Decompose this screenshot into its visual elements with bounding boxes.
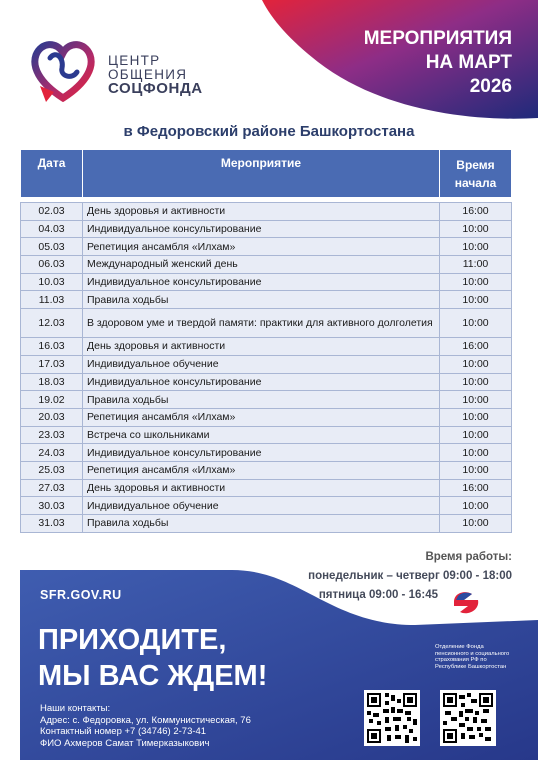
table-header-row [21,150,512,198]
events-table-body [21,203,512,533]
site-link[interactable]: SFR.GOV.RU [40,588,122,602]
table-row [21,408,512,426]
cell-time: 10:00 [440,273,512,291]
slogan-line2: МЫ ВАС ЖДЕМ! [38,660,268,692]
cell-date: 27.03 [21,479,83,497]
cell-event: Индивидуальное консультирование [83,220,440,238]
cell-event: Репетиция ансамбля «Илхам» [83,461,440,479]
table-row [21,373,512,391]
header-time-line1: Время [456,157,495,172]
cell-event: Индивидуальное консультирование [83,273,440,291]
table-row [21,355,512,373]
logo-line1: ЦЕНТР [108,53,161,68]
hours-title: Время работы: [425,551,512,563]
cell-event: Встреча со школьниками [83,426,440,444]
cell-time: 10:00 [440,444,512,462]
cell-date: 05.03 [21,238,83,256]
table-row [21,203,512,221]
qr-code-icon [367,693,417,743]
cell-date: 12.03 [21,309,83,338]
cell-time: 10:00 [440,391,512,409]
slogan-line1: ПРИХОДИТЕ, [38,624,227,656]
cell-time: 10:00 [440,515,512,533]
cell-time: 16:00 [440,479,512,497]
contacts-person: ФИО Ахмеров Самат Тимерказыкович [40,738,210,750]
cell-time: 16:00 [440,203,512,221]
cell-event: Индивидуальное консультирование [83,444,440,462]
cell-date: 31.03 [21,515,83,533]
cell-time: 16:00 [440,338,512,356]
heart-logo-icon [30,36,96,106]
cell-time: 10:00 [440,355,512,373]
cell-date: 02.03 [21,203,83,221]
header-time-line2: начала [454,175,497,190]
cell-event: День здоровья и активности [83,338,440,356]
working-hours-friday [319,586,438,605]
table-row [21,479,512,497]
cell-date: 10.03 [21,273,83,291]
contacts-title: Наши контакты: [40,703,111,714]
cell-time: 10:00 [440,497,512,515]
logo-text [108,54,203,96]
table-row [21,256,512,274]
cell-time: 10:00 [440,373,512,391]
table-row [21,291,512,309]
cell-date: 04.03 [21,220,83,238]
table-row [21,273,512,291]
qr-code-icon [443,693,493,743]
cell-event: Международный женский день [83,256,440,274]
logo-line2: ОБЩЕНИЯ [108,67,188,82]
header-date: Дата [21,150,83,198]
cell-date: 30.03 [21,497,83,515]
banner-title-line1: МЕРОПРИЯТИЯ [363,28,512,49]
cell-date: 17.03 [21,355,83,373]
cell-time: 10:00 [440,408,512,426]
cell-time: 10:00 [440,291,512,309]
hours-friday: пятница 09:00 - 16:45 [318,589,438,601]
cell-date: 23.03 [21,426,83,444]
banner-title-line2: НА МАРТ [425,52,512,73]
contacts-address: Адрес: с. Федоровка, ул. Коммунистическая, 76 [40,714,251,726]
sfr-logo-icon [438,582,494,622]
cell-time: 10:00 [440,461,512,479]
cell-event: День здоровья и активности [83,203,440,221]
cell-event: Правила ходьбы [83,515,440,533]
table-row [21,338,512,356]
cell-time: 10:00 [440,309,512,338]
cell-event: Правила ходьбы [83,391,440,409]
cell-date: 19.02 [21,391,83,409]
table-row [21,444,512,462]
table-row [21,497,512,515]
qr-code-1[interactable] [364,690,420,746]
hours-weekdays: понедельник – четверг 09:00 - 18:00 [308,570,512,582]
table-row [21,238,512,256]
contacts [40,703,251,750]
subtitle: в Федоровский районе Башкортостана [123,123,415,140]
cell-time: 11:00 [440,256,512,274]
table-row [21,426,512,444]
sfr-branch-text: Отделение Фонда пенсионного и социального страхования РФ по Республике Башкортостан [435,644,510,670]
cell-event: День здоровья и активности [83,479,440,497]
cell-event: В здоровом уме и твердой памяти: практики для активного долголетия [83,309,440,338]
banner-title-line3: 2026 [469,76,512,97]
cell-time: 10:00 [440,238,512,256]
cell-date: 11.03 [21,291,83,309]
cell-event: Правила ходьбы [83,291,440,309]
cell-event: Репетиция ансамбля «Илхам» [83,408,440,426]
working-hours [308,548,512,586]
table-row [21,391,512,409]
cell-event: Репетиция ансамбля «Илхам» [83,238,440,256]
table-row [21,220,512,238]
sotsfond-center-logo [30,36,250,116]
cell-date: 16.03 [21,338,83,356]
table-row [21,309,512,338]
cell-date: 18.03 [21,373,83,391]
cell-time: 10:00 [440,220,512,238]
cell-date: 24.03 [21,444,83,462]
cell-time: 10:00 [440,426,512,444]
cell-date: 06.03 [21,256,83,274]
qr-code-2[interactable] [440,690,496,746]
cell-event: Индивидуальное консультирование [83,373,440,391]
contacts-phone: Контактный номер +7 (34746) 2-73-41 [40,726,207,738]
cell-date: 25.03 [21,461,83,479]
events-table [20,149,512,533]
header-time [440,150,512,198]
cell-date: 20.03 [21,408,83,426]
header-event: Мероприятие [83,150,440,198]
logo-line3: СОЦФОНДА [108,80,203,97]
cell-event: Индивидуальное обучение [83,355,440,373]
table-row [21,515,512,533]
cell-event: Индивидуальное обучение [83,497,440,515]
table-row [21,461,512,479]
banner-title [292,27,512,99]
slogan [38,622,267,694]
